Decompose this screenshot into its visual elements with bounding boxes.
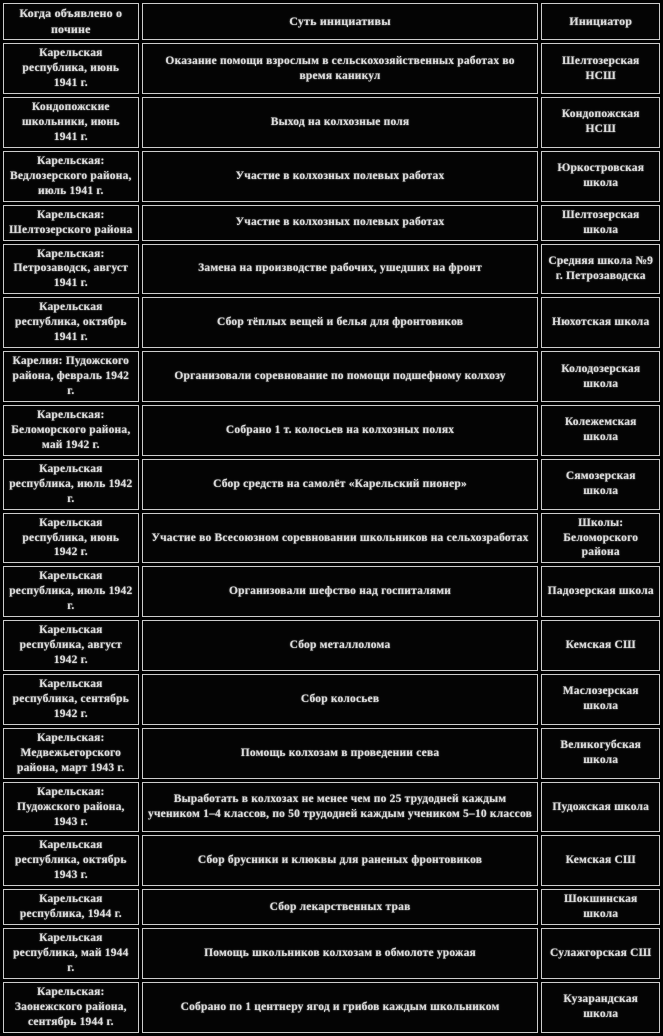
cell-initiator: Кемская СШ (541, 835, 660, 886)
cell-initiative: Участие во Всесоюзном соревновании школьников на сельхозработах (142, 513, 539, 564)
cell-initiative: Выход на колхозные поля (142, 97, 539, 148)
header-row (3, 3, 660, 40)
cell-initiative: Сбор средств на самолёт «Карельский пионер» (142, 459, 539, 510)
table-row (3, 728, 660, 779)
header-cell-initiative: Суть инициативы (142, 3, 539, 40)
cell-initiator: Кондопожская НСШ (541, 97, 660, 148)
cell-initiator: Шелтозерская НСШ (541, 43, 660, 94)
cell-initiative: Собрано по 1 центнеру ягод и грибов каждым школьником (142, 982, 539, 1033)
cell-initiator: Кемская СШ (541, 620, 660, 671)
cell-when: Кондопожские школьники, июнь 1941 г. (3, 97, 139, 148)
table-body (3, 43, 660, 1033)
cell-initiator: Великогубская школа (541, 728, 660, 779)
cell-initiator: Колежемская школа (541, 405, 660, 456)
cell-initiator: Школы: Беломорского района (541, 513, 660, 564)
cell-initiative: Сбор лекарственных трав (142, 889, 539, 925)
cell-initiative: Помощь колхозам в проведении сева (142, 728, 539, 779)
cell-initiator: Сямозерская школа (541, 459, 660, 510)
cell-when: Карельская республика, октябрь 1941 г. (3, 297, 139, 348)
cell-initiative: Выработать в колхозах не менее чем по 25 трудодней каждым учеником 1–4 классов, по 50 трудодней каждым учеником 5–10 классов (142, 782, 539, 833)
cell-when: Карельская республика, июнь 1942 г. (3, 513, 139, 564)
table-row (3, 782, 660, 833)
table-row (3, 889, 660, 925)
table-row (3, 151, 660, 202)
cell-initiative: Сбор колосьев (142, 674, 539, 725)
cell-initiative: Сбор металлолома (142, 620, 539, 671)
table-row (3, 982, 660, 1033)
table-header (3, 3, 660, 40)
cell-initiator: Шелтозерская школа (541, 205, 660, 241)
table-row (3, 205, 660, 241)
table-row (3, 620, 660, 671)
table-row (3, 244, 660, 295)
cell-initiative: Организовали шефство над госпиталями (142, 566, 539, 617)
cell-when: Карельская: Пудожского района, 1943 г. (3, 782, 139, 833)
cell-when: Карельская республика, июнь 1941 г. (3, 43, 139, 94)
cell-initiative: Помощь школьников колхозам в обмолоте урожая (142, 928, 539, 979)
cell-initiator: Маслозерская школа (541, 674, 660, 725)
cell-when: Карельская: Медвежьегорского района, март 1943 г. (3, 728, 139, 779)
cell-initiative: Организовали соревнование по помощи подшефному колхозу (142, 351, 539, 402)
header-cell-when: Когда объявлено о почине (3, 3, 139, 40)
cell-when: Карельская республика, 1944 г. (3, 889, 139, 925)
cell-when: Карельская республика, октябрь 1943 г. (3, 835, 139, 886)
cell-when: Карелия: Пудожского района, февраль 1942 г. (3, 351, 139, 402)
table-row (3, 405, 660, 456)
cell-initiative: Замена на производстве рабочих, ушедших на фронт (142, 244, 539, 295)
table-row (3, 674, 660, 725)
cell-initiator: Юркостровская школа (541, 151, 660, 202)
cell-when: Карельская: Заонежского района, сентябрь 1944 г. (3, 982, 139, 1033)
cell-when: Карельская республика, июль 1942 г. (3, 566, 139, 617)
table-row (3, 566, 660, 617)
cell-when: Карельская республика, август 1942 г. (3, 620, 139, 671)
cell-initiative: Сбор брусники и клюквы для раненых фронтовиков (142, 835, 539, 886)
cell-initiator: Кузарандская школа (541, 982, 660, 1033)
cell-initiative: Участие в колхозных полевых работах (142, 151, 539, 202)
cell-when: Карельская: Ведлозерского района, июль 1941 г. (3, 151, 139, 202)
cell-initiator: Колодозерская школа (541, 351, 660, 402)
cell-initiative: Собрано 1 т. колосьев на колхозных полях (142, 405, 539, 456)
cell-when: Карельская: Петрозаводск, август 1941 г. (3, 244, 139, 295)
table-row (3, 351, 660, 402)
table-row (3, 928, 660, 979)
cell-initiative: Сбор тёплых вещей и белья для фронтовиков (142, 297, 539, 348)
cell-initiator: Шокшинская школа (541, 889, 660, 925)
cell-initiative: Участие в колхозных полевых работах (142, 205, 539, 241)
cell-initiator: Средняя школа №9 г. Петрозаводска (541, 244, 660, 295)
table-row (3, 297, 660, 348)
table-row (3, 513, 660, 564)
header-cell-initiator: Инициатор (541, 3, 660, 40)
cell-initiator: Падозерская школа (541, 566, 660, 617)
cell-when: Карельская: Шелтозерского района (3, 205, 139, 241)
table-row (3, 97, 660, 148)
cell-when: Карельская республика, май 1944 г. (3, 928, 139, 979)
table-row (3, 43, 660, 94)
cell-initiative: Оказание помощи взрослым в сельскохозяйственных работах во время каникул (142, 43, 539, 94)
table-row (3, 835, 660, 886)
cell-initiator: Пудожская школа (541, 782, 660, 833)
cell-initiator: Нюхотская школа (541, 297, 660, 348)
cell-when: Карельская: Беломорского района, май 1942 г. (3, 405, 139, 456)
cell-when: Карельская республика, июль 1942 г. (3, 459, 139, 510)
cell-initiator: Сулажгорская СШ (541, 928, 660, 979)
cell-when: Карельская республика, сентябрь 1942 г. (3, 674, 139, 725)
table-row (3, 459, 660, 510)
